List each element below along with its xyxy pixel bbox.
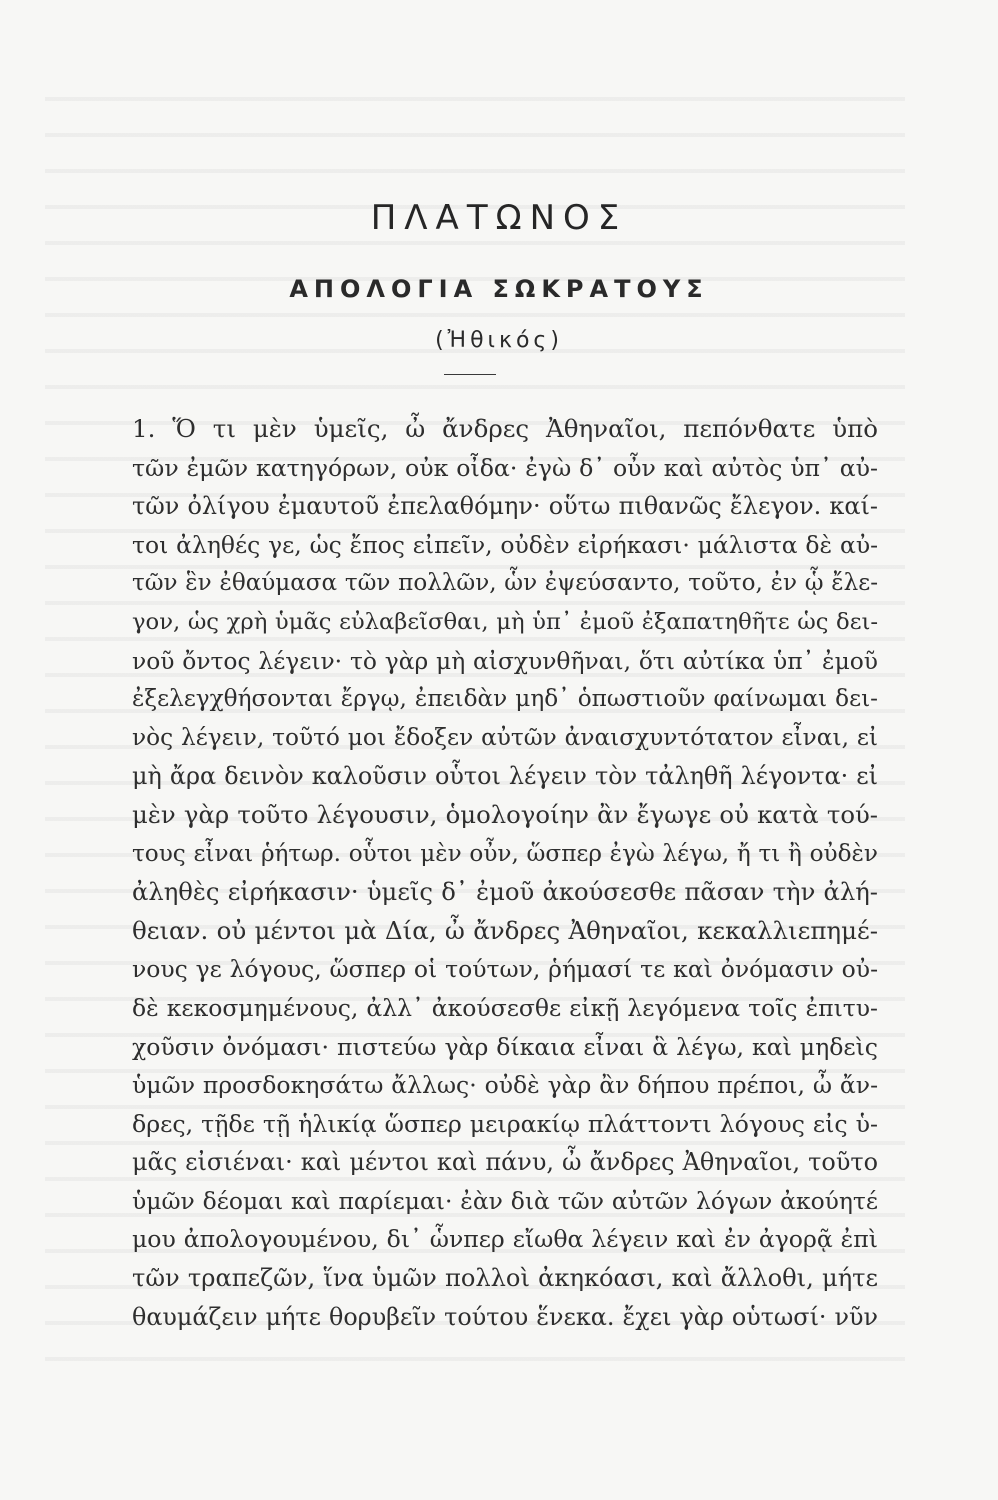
text-line: τοι ἀληθές γε, ὡς ἔπος εἰπεῖν, οὐδὲν εἰρήκασι· μάλιστα δὲ αὐ- <box>132 530 878 559</box>
text-line: ἐξελεγχθήσονται ἔργῳ, ἐπειδὰν μηδ᾽ ὁπωστιοῦν φαίνωμαι δει- <box>132 686 878 713</box>
author-title: ΠΛΑΤΩΝΟΣ <box>370 198 628 238</box>
text-line: μου ἀπολογουμένου, δι᾽ ὧνπερ εἴωθα λέγειν καὶ ἐν ἀγορᾷ ἐπὶ <box>132 1225 878 1254</box>
text-line: τῶν τραπεζῶν, ἵνα ὑμῶν πολλοὶ ἀκηκόασι, καὶ ἄλλοθι, μήτε <box>132 1264 878 1293</box>
text-line: δὲ κεκοσμημένους, ἀλλ᾽ ἀκούσεσθε εἰκῇ λεγόμενα τοῖς ἐπιτυ- <box>132 993 878 1022</box>
text-line: τους εἶναι ῥήτωρ. οὗτοι μὲν οὖν, ὥσπερ ἐγὼ λέγω, ἤ τι ἢ οὐδὲν <box>132 840 878 867</box>
text-line: μὲν γὰρ τοῦτο λέγουσιν, ὁμολογοίην ἂν ἔγωγε οὐ κατὰ τού- <box>132 799 878 829</box>
text-line: μᾶς εἰσιέναι· καὶ μέντοι καὶ πάνυ, ὦ ἄνδρες Ἀθηναῖοι, τοῦτο <box>132 1148 878 1177</box>
dialogue-character: (Ἠθικός) <box>435 328 563 353</box>
text-line: δρες, τῇδε τῇ ἡλικίᾳ ὥσπερ μειρακίῳ πλάττοντι λόγους εἰς ὑ- <box>132 1109 878 1138</box>
text-line: ὑμῶν προσδοκησάτω ἄλλως· οὐδὲ γὰρ ἂν δήπου πρέποι, ὦ ἄν- <box>132 1071 878 1100</box>
text-line: γον, ὡς χρὴ ὑμᾶς εὐλαβεῖσθαι, μὴ ὑπ᾽ ἐμοῦ ἐξαπατηθῆτε ὡς δει- <box>132 608 878 635</box>
text-line: τῶν ἐμῶν κατηγόρων, οὐκ οἶδα· ἐγὼ δ᾽ οὖν καὶ αὐτὸς ὑπ᾽ αὐ- <box>132 453 878 482</box>
text-line: θειαν. οὐ μέντοι μὰ Δία, ὦ ἄνδρες Ἀθηναῖοι, κεκαλλιεπημέ- <box>132 915 878 945</box>
work-title: ΑΠΟΛΟΓΙΑ ΣΩΚΡΑΤΟΥΣ <box>289 275 709 303</box>
text-line: ὑμῶν δέομαι καὶ παρίεμαι· ἐὰν διὰ τῶν αὐτῶν λόγων ἀκούητέ <box>132 1186 878 1215</box>
text-line: τῶν ἓν ἐθαύμασα τῶν πολλῶν, ὧν ἐψεύσαντο, τοῦτο, ἐν ᾧ ἔλε- <box>132 570 878 597</box>
text-line: τῶν ὀλίγου ἐμαυτοῦ ἐπελαθόμην· οὕτω πιθανῶς ἔλεγον. καί- <box>132 492 878 521</box>
title-divider <box>444 374 496 375</box>
text-line: νοῦ ὄντος λέγειν· τὸ γὰρ μὴ αἰσχυνθῆναι, ὅτι αὐτίκα ὑπ᾽ ἐμοῦ <box>132 646 878 675</box>
text-line: μὴ ἄρα δεινὸν καλοῦσιν οὗτοι λέγειν τὸν τἀληθῆ λέγοντα· εἰ <box>132 762 878 791</box>
text-line: νους γε λόγους, ὥσπερ οἱ τούτων, ῥήμασί τε καὶ ὀνόμασιν οὐ- <box>132 955 878 984</box>
text-line: 1. Ὅ τι μὲν ὑμεῖς, ὦ ἄνδρες Ἀθηναῖοι, πεπόνθατε ὑπὸ <box>132 414 878 443</box>
text-line: χοῦσιν ὀνόμασι· πιστεύω γὰρ δίκαια εἶναι ἃ λέγω, καὶ μηδεὶς <box>132 1032 878 1061</box>
text-line: ἀληθὲς εἰρήκασιν· ὑμεῖς δ᾽ ἐμοῦ ἀκούσεσθε πᾶσαν τὴν ἀλή- <box>132 877 878 907</box>
body-text <box>132 410 878 1336</box>
text-line: θαυμάζειν μήτε θορυβεῖν τούτου ἕνεκα. ἔχει γὰρ οὑτωσί· νῦν <box>132 1302 878 1331</box>
text-line: νὸς λέγειν, τοῦτό μοι ἔδοξεν αὐτῶν ἀναισχυντότατον εἶναι, εἰ <box>132 723 878 751</box>
